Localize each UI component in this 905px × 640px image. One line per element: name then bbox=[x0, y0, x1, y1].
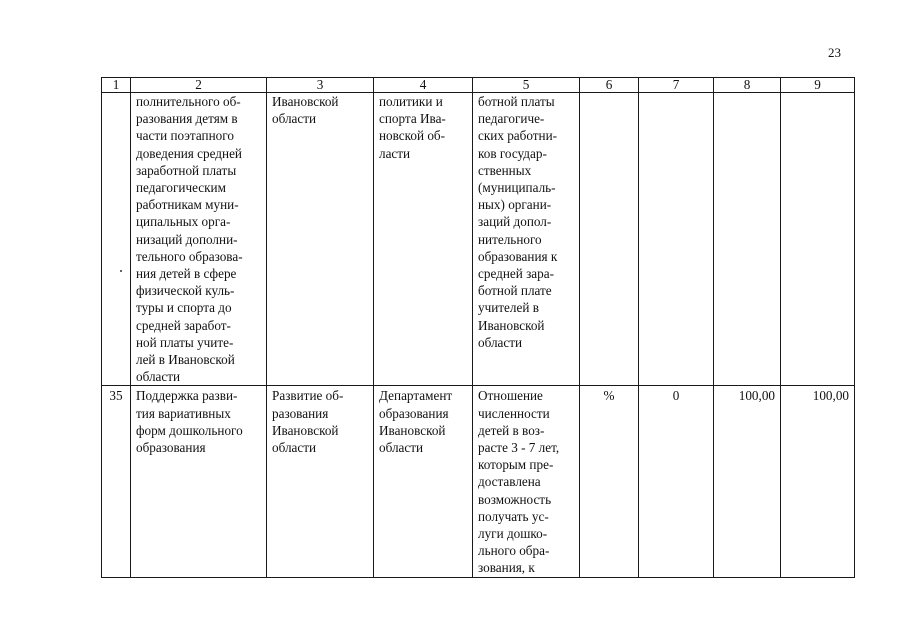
header-cell-5: 5 bbox=[473, 78, 580, 93]
cell-indicator: ботной платы педагогиче- ских работни- ков государ- ственных (муниципаль- ных) органи- заций допол- нительного образования к средней зара- ботной плате учителей в Ивановской области bbox=[473, 93, 580, 386]
header-cell-6: 6 bbox=[580, 78, 639, 93]
cell-value-8 bbox=[714, 93, 781, 386]
cell-value-7 bbox=[639, 93, 714, 386]
cell-executor: Департамент образования Ивановской области bbox=[374, 386, 473, 577]
table-header-row bbox=[102, 78, 855, 93]
cell-value-9 bbox=[781, 93, 855, 386]
header-cell-8: 8 bbox=[714, 78, 781, 93]
header-cell-2: 2 bbox=[131, 78, 267, 93]
cell-indicator: Отношение численности детей в воз- расте 3 - 7 лет, которым пре- доставлена возможность получать ус- луги дошко- льного обра- зования, к bbox=[473, 386, 580, 577]
cell-value-8: 100,00 bbox=[714, 386, 781, 577]
cell-value-7: 0 bbox=[639, 386, 714, 577]
cell-program: Развитие об- разования Ивановской области bbox=[267, 386, 374, 577]
header-cell-7: 7 bbox=[639, 78, 714, 93]
header-cell-1: 1 bbox=[102, 78, 131, 93]
cell-row-number bbox=[102, 93, 131, 386]
scan-speck bbox=[120, 270, 122, 272]
document-table bbox=[101, 77, 855, 578]
cell-program: Ивановской области bbox=[267, 93, 374, 386]
cell-unit bbox=[580, 93, 639, 386]
cell-value-9: 100,00 bbox=[781, 386, 855, 577]
cell-measure-name: полнительного об- разования детям в части поэтапного доведения средней заработной платы педагогическим работникам муни- ципальных орга- низаций дополни- тельного образова- ния детей в сфере физической куль- туры и спорта до средней заработ- ной платы учите- лей в Ивановской области bbox=[131, 93, 267, 386]
header-cell-4: 4 bbox=[374, 78, 473, 93]
cell-unit: % bbox=[580, 386, 639, 577]
cell-executor: политики и спорта Ива- новской об- ласти bbox=[374, 93, 473, 386]
table-row-35 bbox=[102, 386, 855, 577]
cell-measure-name: Поддержка разви- тия вариативных форм дошкольного образования bbox=[131, 386, 267, 577]
cell-row-number: 35 bbox=[102, 386, 131, 577]
header-cell-9: 9 bbox=[781, 78, 855, 93]
header-cell-3: 3 bbox=[267, 78, 374, 93]
page-number: 23 bbox=[828, 45, 841, 60]
table-row-continuation bbox=[102, 93, 855, 386]
